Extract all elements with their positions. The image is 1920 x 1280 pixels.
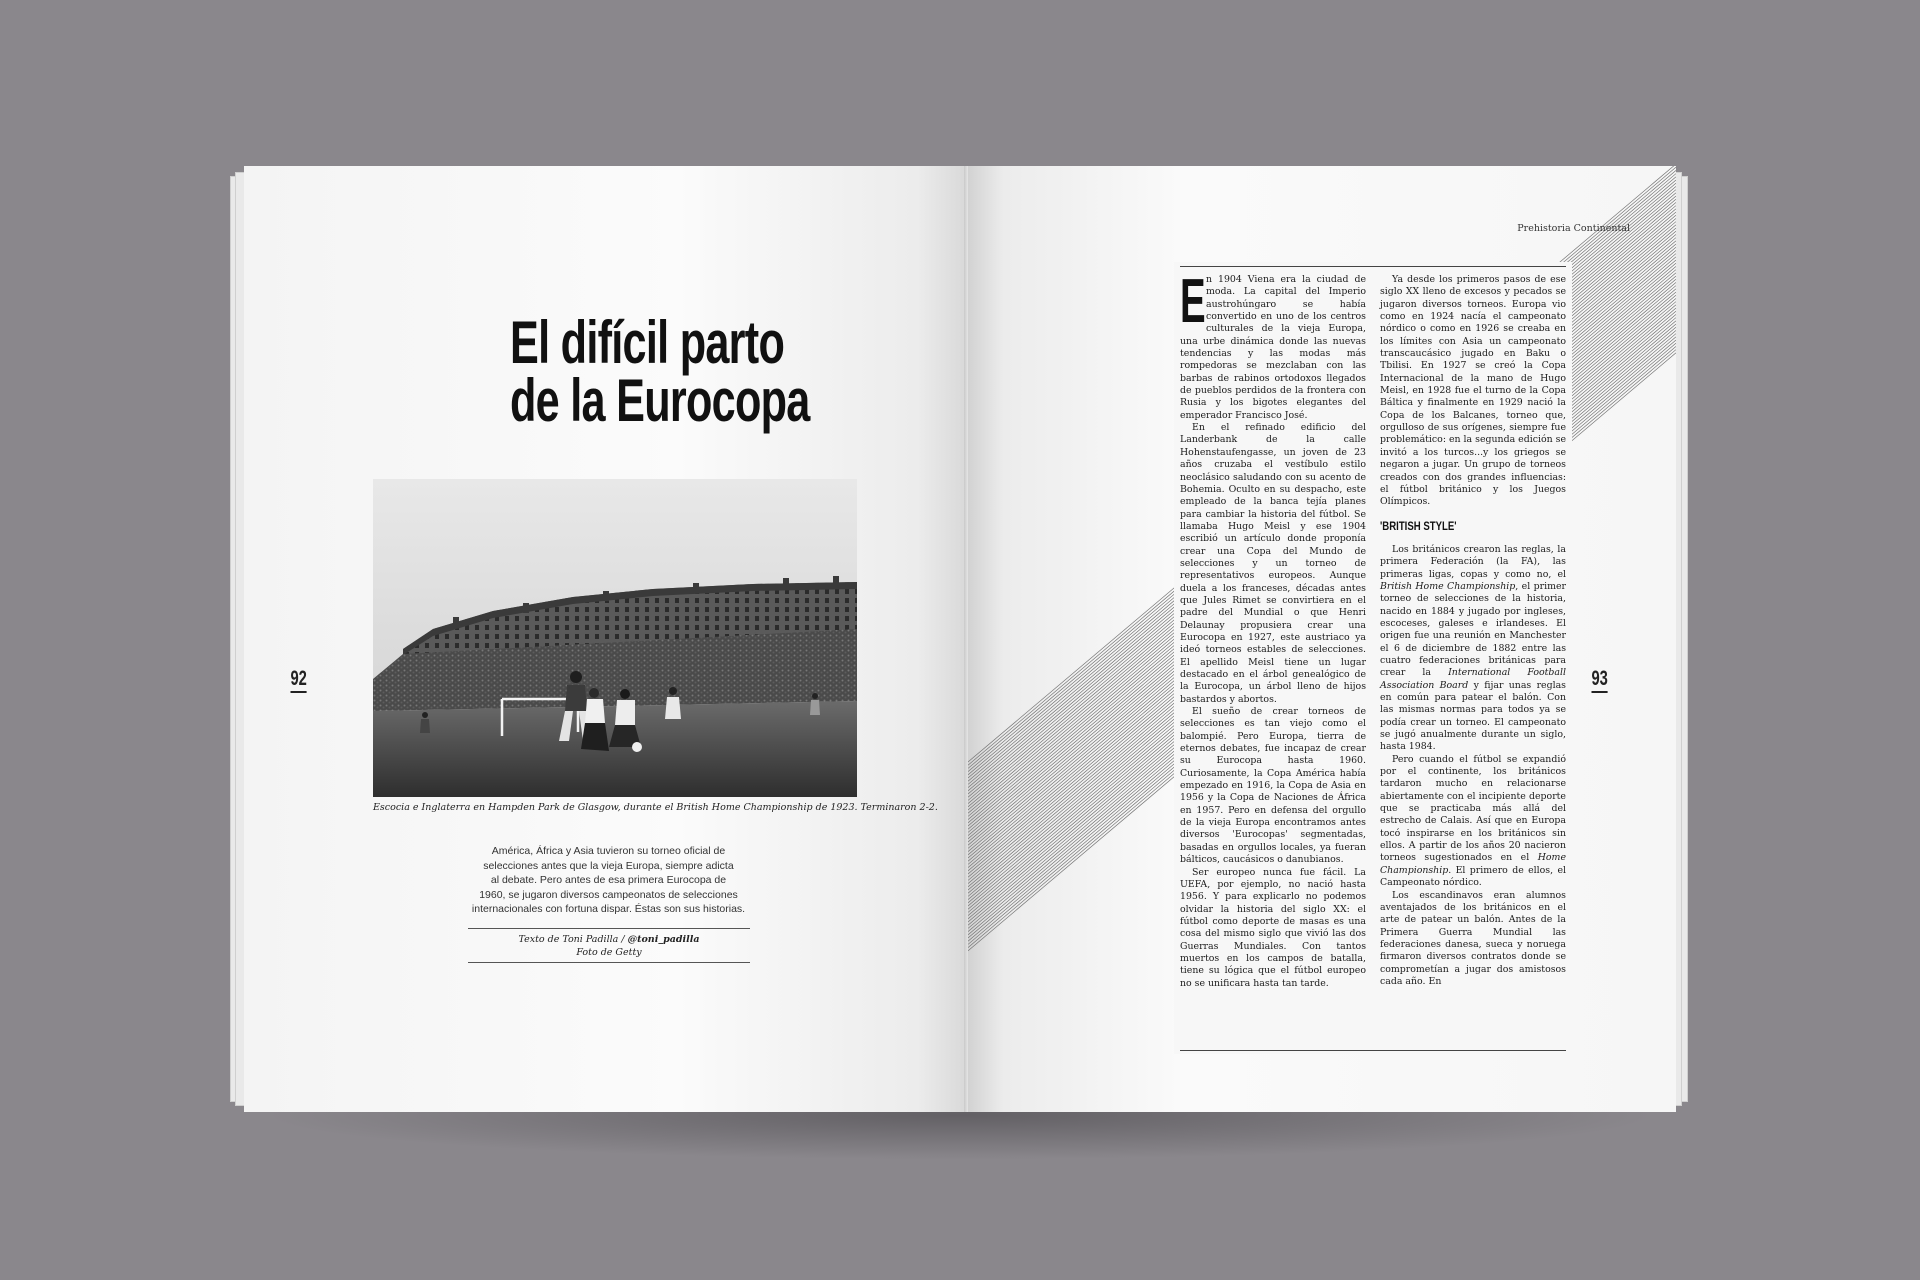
intro-line-3: al debate. Pero antes de esa primera Eurocopa de <box>490 874 727 887</box>
left-page <box>244 166 968 1112</box>
text-column-2 <box>1380 274 1566 988</box>
paragraph: El sueño de crear torneos de selecciones es tan viejo como el balompié. Pero Europa, tierra de eternos debates, fue incapaz de crear su Eurocopa hasta 1960. Curiosamente, la Copa América había empezado en 1916, la Copa de Asia en 1956 y la Copa de Naciones de África en 1957. Pero en defensa del orgullo de la vieja Europa encontramos antes diversos 'Eurocopas' segmentadas, basadas en orgullos locales, ya fueran bálticos, caucásicos o danubianos. <box>1180 706 1366 866</box>
paragraph: Ya desde los primeros pasos de ese siglo XX lleno de excesos y pecados se jugaron diversos torneos. Europa vio como en 1924 nacía el campeonato nórdico o como en 1926 se creaba en los límites con Asia un campeonato transcaucásico jugado en Baku o Tbilisi. En 1927 se creó la Copa Internacional de la mano de Hugo Meisl, en 1928 fue el turno de la Copa Báltica y finalmente en 1929 nació la Copa de los Balcanes, torneo que, orgulloso de sus orígenes, siempre fue problemático: en la segunda edición se invitó a los turcos...y los griegos se negaron a jugar. Un grupo de torneos creados con dos grandes influencias: el fútbol británico y los Juegos Olímpicos. <box>1380 274 1566 508</box>
bottom-rule <box>1180 1050 1566 1051</box>
article-title <box>510 309 810 434</box>
photo-credit: Foto de Getty <box>576 947 642 958</box>
emphasis: International Football Association Board <box>1380 667 1566 691</box>
author-handle: @toni_padilla <box>627 934 700 945</box>
intro-line-1: América, África y Asia tuvieron su torneo oficial de <box>491 845 726 857</box>
magazine-spread <box>230 166 1690 1112</box>
emphasis: British Home Championship <box>1380 580 1516 592</box>
right-page <box>968 166 1676 1112</box>
running-head: Prehistoria Continental <box>1517 223 1630 234</box>
paragraph: n 1904 Viena era la ciudad de moda. La capital del Imperio austrohúngaro se había convertido en uno de los centros culturales de la vieja Europa, una urbe dinámica donde las nuevas tendencias y las modas más rompedoras se mezclaban con las barbas de rabinos ortodoxos llegados de pueblos perdidos de la frontera con Rusia y los bigotes elegantes del emperador Francisco José. <box>1180 274 1366 421</box>
page-number-right: 93 <box>1592 668 1608 693</box>
section-subhead: 'BRITISH STYLE' <box>1380 518 1457 533</box>
intro-line-2: selecciones antes que la vieja Europa, siempre adicta <box>483 859 734 872</box>
football-match-photo <box>373 479 857 797</box>
title-line-2: de la Eurocopa <box>510 367 810 434</box>
text-run: , el primer torneo de selecciones de la historia, nacido en 1884 y jugado por ingleses, escoceses, galeses e irlandeses. El origen fue una reunión en Manchester el 6 de diciembre de 1882 entre las cuatro federaciones británicas para crear la <box>1380 580 1566 679</box>
credits <box>468 928 750 963</box>
article-intro <box>467 844 750 917</box>
text-run: . El primero de ellos, el Campeonato nórdico. <box>1380 864 1566 889</box>
intro-line-5: internacionales con fortuna dispar. Éstas son sus historias. <box>471 903 746 916</box>
paragraph: Ser europeo nunca fue fácil. La UEFA, por ejemplo, no nació hasta 1956. Y para explicarlo no podemos olvidar la historia del siglo XX: el fútbol como deporte de masas es una cosa del mismo siglo que vivió las dos Guerras Mundiales. Con tantos muertos en los campos de batalla, tiene su lógica que el fútbol europeo no se unificara hasta tan tarde. <box>1180 866 1366 989</box>
text-run: Pero cuando el fútbol se expandió por el continente, los británicos tardaron mucho en relacionarse abiertamente con el incipiente deporte que se practicaba más allá del estrecho de Calais. Así que en Europa tocó inspirarse en los británicos sin ellos. A partir de los años 20 nacieron torneos sugestionados en el <box>1380 753 1566 864</box>
drop-cap: E <box>1180 267 1206 336</box>
text-run: y fijar unas reglas en común para patear el balón. Con las mismas normas para todos ya se podía crear un torneo. El campeonato se jugó anualmente durante un siglo, hasta 1984. <box>1380 679 1566 753</box>
paragraph: En el refinado edificio del Landerbank de la calle Hohenstaufengasse, un joven de 23 años cruzaba el vestíbulo estilo neoclásico saludando con su acento de Bohemia. Oculto en su despacho, este empleado de la banca tejía planes para cambiar la historia del fútbol. Se llamaba Hugo Meisl y ese 1904 escribió un artículo donde proponía crear una Copa del Mundo de selecciones y un torneo de representativos europeos. Aunque duela a los franceses, décadas antes que Jules Rimet se convirtiera en el padre del Mundial o que Henri Delaunay propusiera crear una Eurocopa en 1927, este austriaco ya ideó torneos estables de selecciones. El apellido Meisl tiene un lugar destacado en el árbol genealógico de la Eurocopa, un árbol lleno de hijos bastardos y abortos. <box>1180 422 1366 705</box>
author-credit-prefix: Texto de Toni Padilla / <box>518 934 628 945</box>
emphasis: Home Championship <box>1380 852 1566 876</box>
paragraph: Los escandinavos eran alumnos aventajados de los británicos en el arte de patear un balón. Antes de la Primera Guerra Mundial las federaciones danesa, sueca y noruega firmaron diversos contratos donde se comprometían a jugar dos amistosos cada año. En <box>1380 889 1566 987</box>
paragraph <box>1380 544 1566 754</box>
title-line-1: El difícil parto <box>510 309 785 376</box>
top-rule <box>1180 266 1566 267</box>
author-credit <box>468 933 750 946</box>
paragraph <box>1380 754 1566 890</box>
page-number-left: 92 <box>291 668 307 693</box>
intro-line-4: 1960, se jugaron diversos campeonatos de selecciones <box>479 888 738 901</box>
photo-caption: Escocia e Inglaterra en Hampden Park de Glasgow, durante el British Home Championship de 1923. Terminaron 2-2. <box>373 802 938 813</box>
text-column-1 <box>1180 267 1366 990</box>
text-run: Los británicos crearon las reglas, la primera Federación (la FA), las primeras ligas, copas y como no, el <box>1380 543 1566 580</box>
